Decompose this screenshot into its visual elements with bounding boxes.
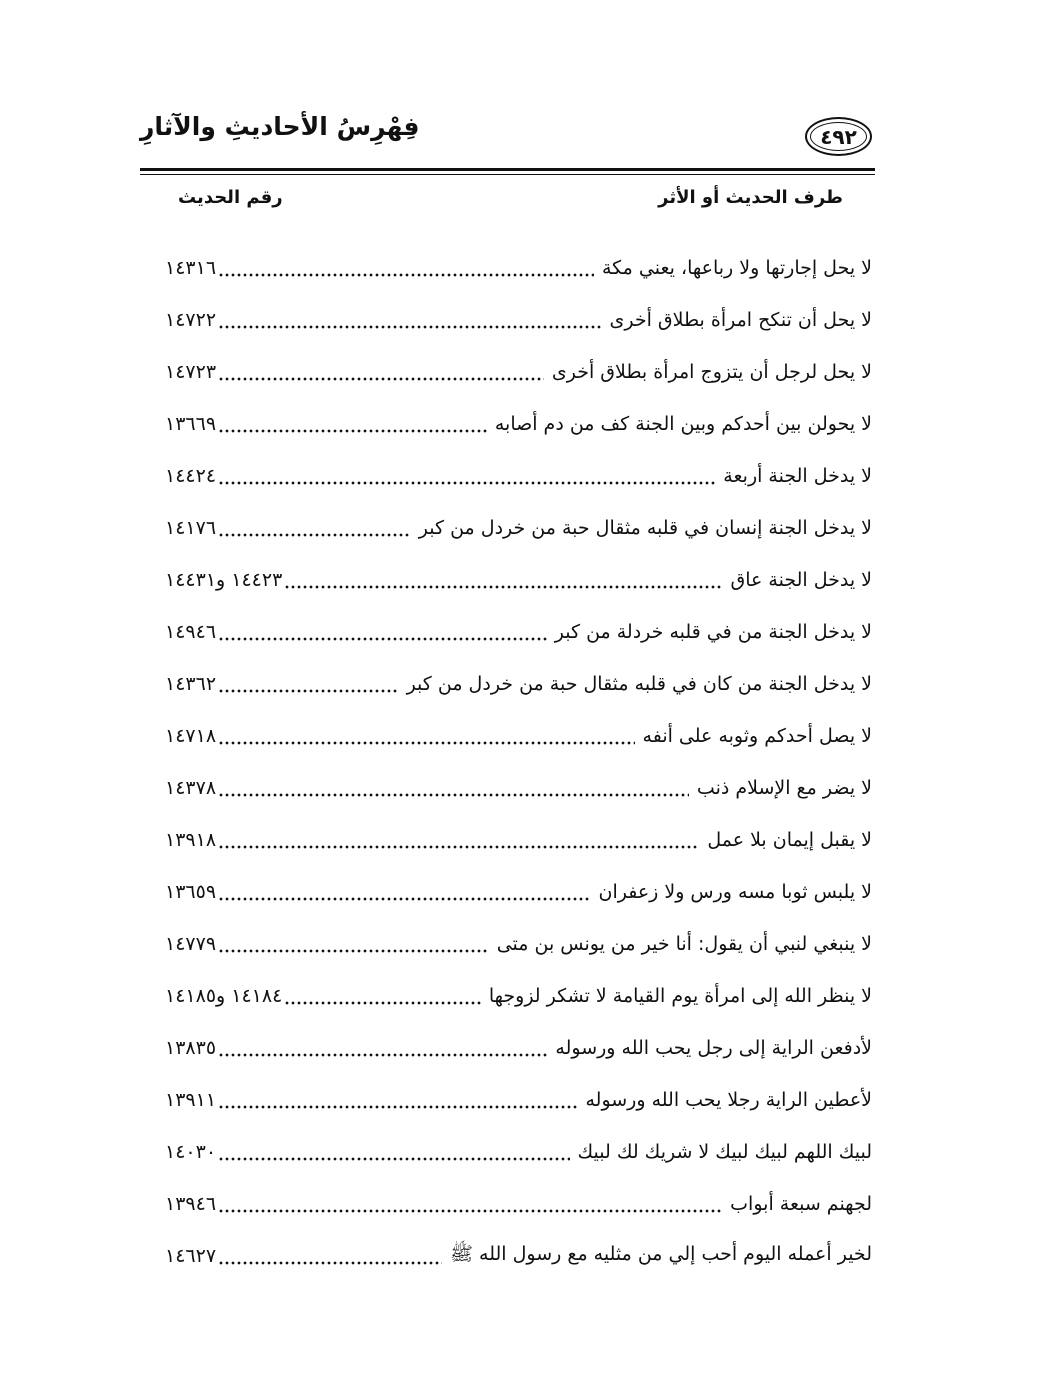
leader-dots [218,1036,547,1060]
hadith-number: ١٤٠٣٠ [165,1141,217,1163]
hadith-number: ١٤١٧٦ [165,517,217,539]
hadith-number: ١٤٣٦٢ [165,673,217,695]
index-entry [165,1074,872,1126]
index-entry [165,814,872,866]
hadith-number: ١٣٦٦٩ [165,413,217,435]
leader-dots [218,828,699,852]
page-title: فِهْرِسُ الأحاديثِ والآثارِ [140,112,420,141]
column-header-number: رقم الحديث [178,187,283,208]
hadith-text: لا يدخل الجنة أربعة [723,465,872,487]
hadith-text: لا يحل إجارتها ولا رباعها، يعني مكة [602,257,872,279]
hadith-number: ١٤٣٧٨ [165,777,217,799]
page-number: ٤٩٢ [820,124,857,149]
hadith-number: ١٤٩٤٦ [165,621,217,643]
index-entry [165,1126,872,1178]
index-entry [165,606,872,658]
hadith-number: ١٣٩١١ [165,1089,217,1111]
leader-dots [218,308,601,332]
index-entry [165,710,872,762]
hadith-number: ١٤٧٢٣ [165,361,217,383]
leader-dots [218,620,547,644]
hadith-text: لا يدخل الجنة من كان في قلبه مثقال حبة من خردل من كبر [406,673,872,695]
index-entry [165,866,872,918]
leader-dots [218,516,411,540]
index-entry [165,242,872,294]
leader-dots [284,568,722,592]
index-entry [165,970,872,1022]
index-entry [165,346,872,398]
index-list [165,242,872,1282]
index-entry [165,1178,872,1230]
index-entry [165,294,872,346]
leader-dots [218,256,594,280]
leader-dots [218,360,544,384]
hadith-text: لا يضر مع الإسلام ذنب [696,777,872,799]
hadith-text: لا يحل أن تنكح امرأة بطلاق أخرى [609,309,872,331]
hadith-number: ١٣٩٤٦ [165,1193,217,1215]
index-entry [165,554,872,606]
index-entry [165,762,872,814]
hadith-number: ١٤٤٢٤ [165,465,217,487]
hadith-text: لا يحولن بين أحدكم وبين الجنة كف من دم أصابه [494,413,872,435]
index-entry [165,450,872,502]
index-entry [165,1022,872,1074]
hadith-text: لا يصل أحدكم وثوبه على أنفه [642,725,872,747]
hadith-number: ١٣٨٣٥ [165,1037,217,1059]
leader-dots [218,412,487,436]
hadith-number: ١٣٩١٨ [165,829,217,851]
page-number-badge [805,117,872,156]
hadith-number: ١٤٧٢٢ [165,309,217,331]
hadith-text: لبيك اللهم لبيك لبيك لا شريك لك لبيك [577,1141,872,1163]
header-rule [140,168,875,175]
hadith-number: ١٤٤٢٣ و١٤٤٣١ [165,569,283,591]
hadith-text: لجهنم سبعة أبواب [730,1193,872,1215]
leader-dots [218,932,489,956]
hadith-number: ١٤١٨٤ و١٤١٨٥ [165,985,283,1007]
leader-dots [218,1244,442,1268]
index-entry [165,918,872,970]
hadith-text: لخير أعمله اليوم أحب إلي من مثليه مع رسول الله ﷺ [450,1243,872,1265]
index-entry [165,502,872,554]
hadith-number: ١٤٣١٦ [165,257,217,279]
hadith-text: لأدفعن الراية إلى رجل يحب الله ورسوله [555,1037,872,1059]
hadith-text: لأعطين الراية رجلا يحب الله ورسوله [585,1089,872,1111]
hadith-text: لا يدخل الجنة من في قلبه خردلة من كبر [554,621,872,643]
leader-dots [218,1192,722,1216]
index-entry [165,1230,872,1282]
hadith-text: لا يلبس ثوبا مسه ورس ولا زعفران [598,881,872,903]
hadith-number: ١٤٦٢٧ [165,1245,217,1267]
leader-dots [218,1140,570,1164]
index-entry [165,658,872,710]
leader-dots [218,880,590,904]
leader-dots [218,724,635,748]
index-entry [165,398,872,450]
column-header-text: طرف الحديث أو الأثر [658,187,843,208]
hadith-number: ١٤٧١٨ [165,725,217,747]
leader-dots [218,776,689,800]
leader-dots [218,1088,577,1112]
leader-dots [218,464,715,488]
leader-dots [284,984,481,1008]
hadith-text: لا ينظر الله إلى امرأة يوم القيامة لا تشكر لزوجها [488,985,872,1007]
hadith-text: لا ينبغي لنبي أن يقول: أنا خير من يونس بن متى [496,933,872,955]
leader-dots [218,672,399,696]
hadith-number: ١٤٧٧٩ [165,933,217,955]
hadith-text: لا يدخل الجنة عاق [730,569,872,591]
hadith-number: ١٣٦٥٩ [165,881,217,903]
hadith-text: لا يقبل إيمان بلا عمل [707,829,872,851]
hadith-text: لا يدخل الجنة إنسان في قلبه مثقال حبة من خردل من كبر [418,517,872,539]
hadith-text: لا يحل لرجل أن يتزوج امرأة بطلاق أخرى [551,361,872,383]
